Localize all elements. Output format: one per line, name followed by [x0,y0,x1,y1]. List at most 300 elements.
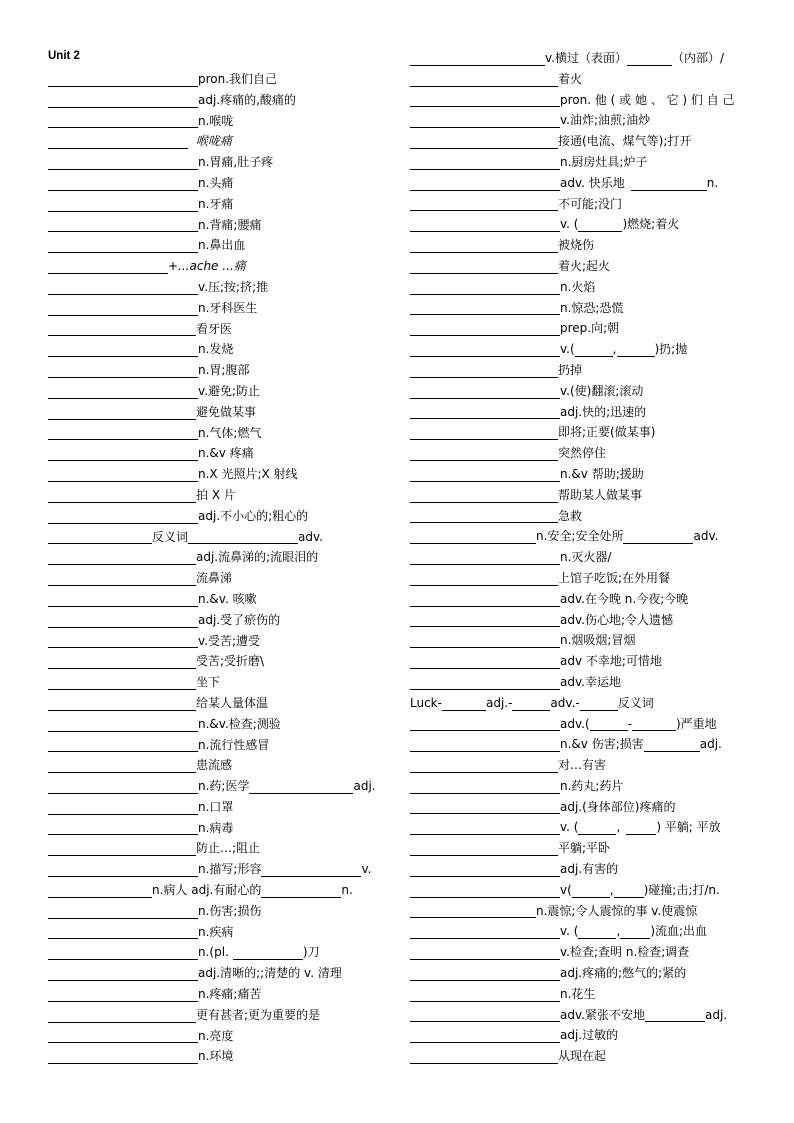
answer-blank[interactable] [572,882,610,898]
list-item [410,464,755,485]
item-label: 从现在起 [558,1049,607,1064]
item-label: adj.有害的 [560,862,619,877]
answer-blank[interactable] [410,902,536,918]
item-label: 着火;起火 [558,258,611,273]
answer-blank[interactable] [410,154,560,170]
list-item [48,755,393,776]
answer-blank[interactable] [233,944,303,960]
answer-blank[interactable] [48,1027,198,1043]
item-label: 对…有害 [558,758,607,773]
list-item [410,443,755,464]
answer-blank[interactable] [48,508,198,524]
item-label: n.震惊;令人震惊的事 v.使震惊 [536,903,698,918]
list-item [48,963,393,984]
answer-blank[interactable] [410,611,560,627]
item-label: adj.不小心的;粗心的 [198,508,309,523]
answer-blank[interactable] [410,91,560,107]
item-label: adj.清晰的;;清楚的 v. 清理 [198,966,342,981]
answer-blank[interactable] [410,674,560,690]
left-column [48,69,393,1067]
answer-blank[interactable] [48,320,196,336]
item-label: 患流感 [196,758,233,773]
list-item [410,776,755,797]
item-label: adv.紧张不安地 [560,1007,645,1022]
answer-blank[interactable] [48,1007,196,1023]
item-label: )流血;出血 [650,924,708,939]
answer-blank[interactable] [578,216,622,232]
item-label: pron.我们自己 [198,72,278,86]
answer-blank[interactable] [48,695,196,711]
answer-blank[interactable] [410,882,560,898]
item-label: 平躺;平卧 [558,841,611,856]
item-label: 喉咙痛 [196,134,233,149]
item-label: 避免做某事 [196,404,257,419]
answer-blank[interactable] [410,757,558,773]
list-item [48,339,393,360]
answer-blank[interactable] [410,778,560,794]
answer-blank[interactable] [410,549,560,565]
item-label: 接通(电流、煤气等);打开 [558,134,692,149]
answer-blank[interactable] [48,986,198,1002]
answer-blank[interactable] [590,715,628,731]
list-item [410,859,755,880]
answer-blank[interactable] [410,175,560,191]
item-label: )严重地 [675,716,717,731]
answer-blank[interactable] [48,279,198,295]
list-item [48,485,393,506]
item-label: adv.( [560,716,590,731]
answer-blank[interactable] [188,528,298,544]
answer-blank[interactable] [48,362,198,378]
list-item [410,817,755,838]
item-label: n.喉咙 [198,113,234,128]
answer-blank[interactable] [48,196,198,212]
item-label: 突然停住 [558,446,607,461]
answer-blank[interactable] [48,757,196,773]
list-item [48,714,393,735]
list-item [48,568,393,589]
answer-blank[interactable] [410,861,560,877]
answer-blank[interactable] [48,300,198,316]
item-label: 上馆子吃饭;在外用餐 [558,570,671,585]
list-item [410,485,755,506]
answer-blank[interactable] [410,944,560,960]
list-item [48,610,393,631]
list-item [48,735,393,756]
item-label: 帮助某人做某事 [558,487,643,502]
item-label: n. [341,883,353,898]
list-item [410,797,755,818]
answer-blank[interactable] [578,923,616,939]
item-label: n.&v. 咳嗽 [198,591,257,606]
item-label: +...ache ...痛 [168,259,246,274]
answer-blank[interactable] [410,736,560,752]
item-label: , [609,882,614,897]
item-label: n.胃痛,肚子疼 [198,155,274,170]
item-label: n.胃;腹部 [198,363,250,378]
answer-blank[interactable] [48,840,196,856]
item-label: n.烟吸烟;冒烟 [560,633,636,648]
item-label: 扔掉 [558,362,583,377]
item-label: n.花生 [560,986,596,1001]
list-item [48,880,393,901]
item-label: adv.幸运地 [560,674,621,689]
answer-blank[interactable] [575,341,613,357]
item-label: 拍 X 片 [196,487,236,502]
list-item [410,402,755,423]
item-label: adj. [353,779,376,794]
item-label: n.惊恐;恐慌 [560,300,624,315]
item-label: n.药丸;药片 [560,778,624,793]
item-label: n.气体;燃气 [198,425,262,440]
item-label: n.疾病 [198,924,234,939]
list-item [48,277,393,298]
list-item [48,527,393,548]
list-item [48,901,393,922]
list-item [410,610,755,631]
answer-blank[interactable] [410,320,560,336]
list-item [48,547,393,568]
list-item [410,131,755,152]
list-item [48,443,393,464]
answer-blank[interactable] [410,341,560,357]
answer-blank[interactable] [48,216,198,232]
answer-blank[interactable] [48,653,196,669]
item-label: v. ( [560,820,579,835]
answer-blank[interactable] [48,487,196,503]
item-label: 不可能;没门 [558,196,623,211]
answer-blank[interactable] [626,819,656,835]
answer-blank[interactable] [48,404,196,420]
item-label: n.X 光照片;X 射线 [198,467,298,482]
answer-blank[interactable] [48,549,196,565]
item-label: adj.疼痛的;憋气的;紧的 [560,966,687,981]
answer-blank[interactable] [48,466,198,482]
item-label: n.火焰 [560,279,596,294]
item-label: 即将;正要(做某事) [558,425,656,440]
answer-blank[interactable] [48,154,198,170]
answer-blank[interactable] [578,819,616,835]
answer-blank[interactable] [48,71,198,87]
list-item [410,693,755,714]
list-item [410,48,755,69]
item-label: 更有甚者;更为重要的是 [196,1007,321,1022]
list-item [48,693,393,714]
answer-blank[interactable] [410,986,560,1002]
answer-blank[interactable] [48,736,198,752]
answer-blank[interactable] [48,716,198,732]
item-label: adv.- [550,695,580,710]
answer-blank[interactable] [48,861,198,877]
list-item [410,298,755,319]
item-label: adv. 快乐地 [560,175,625,190]
item-label: n.口罩 [198,799,234,814]
answer-blank[interactable] [48,632,198,648]
item-label: adv 不幸地;可惜地 [560,654,662,669]
list-item [410,69,755,90]
item-label: v.横过（表面） [545,51,627,65]
item-label: （内部）/ [672,51,725,65]
item-label: , [616,924,621,939]
answer-blank[interactable] [48,570,196,586]
answer-blank[interactable] [410,71,558,87]
answer-blank[interactable] [632,715,676,731]
item-label: 着火 [558,71,583,86]
answer-blank[interactable] [410,570,558,586]
item-label: v.避免;防止 [198,383,261,398]
list-item [410,526,755,547]
answer-blank[interactable] [48,133,188,149]
answer-blank[interactable] [442,695,486,711]
answer-blank[interactable] [410,362,558,378]
item-label: n.牙痛 [198,196,234,211]
answer-blank[interactable] [410,112,560,128]
item-label: )扔;抛 [654,342,688,357]
item-label: n.环境 [198,1049,234,1064]
item-label: n.&v 疼痛 [198,446,254,461]
list-item [410,152,755,173]
list-item [48,111,393,132]
answer-blank[interactable] [631,175,707,191]
list-item [410,360,755,381]
item-label: n.亮度 [198,1028,234,1043]
answer-blank[interactable] [410,798,560,814]
item-label: adv. [693,529,719,544]
item-label: adj.- [485,695,513,710]
list-item [410,984,755,1005]
item-label: n.发烧 [198,342,234,357]
item-label: n.疼痛;痛苦 [198,987,262,1002]
answer-blank[interactable] [48,591,198,607]
item-label: n.流行性感冒 [198,737,270,752]
list-item [410,838,755,859]
answer-blank[interactable] [410,487,558,503]
list-item [48,942,393,963]
item-label: adv. [298,529,323,544]
answer-blank[interactable] [410,216,560,232]
list-item [410,1046,755,1067]
answer-blank[interactable] [48,944,198,960]
list-item [410,194,755,215]
answer-blank[interactable] [627,50,672,66]
list-item [48,776,393,797]
item-label: ) 平躺; 平放 [656,820,721,835]
answer-blank[interactable] [410,50,545,66]
answer-blank[interactable] [617,341,655,357]
item-label: 给某人量体温 [196,695,269,710]
answer-blank[interactable] [48,258,168,274]
item-label: n.安全;安全处所 [536,529,624,544]
answer-blank[interactable] [48,1048,198,1064]
item-label: n.&v 帮助;援助 [560,466,644,481]
item-label: v.检查;查明 n.检查;调查 [560,945,690,960]
answer-blank[interactable] [48,445,198,461]
list-item [48,984,393,1005]
answer-blank[interactable] [48,341,198,357]
list-item [410,942,755,963]
answer-blank[interactable] [410,965,560,981]
answer-blank[interactable] [410,195,558,211]
item-label: 被烧伤 [558,238,595,253]
answer-blank[interactable] [645,1006,705,1022]
answer-blank[interactable] [48,778,198,794]
answer-blank[interactable] [410,840,558,856]
list-item [48,464,393,485]
answer-blank[interactable] [580,695,618,711]
list-item [410,173,755,194]
list-item [410,277,755,298]
answer-blank[interactable] [620,923,650,939]
item-label: 流鼻涕 [196,571,233,586]
list-item [48,381,393,402]
list-item [48,402,393,423]
item-label: adv.伤心地;令人遗憾 [560,612,673,627]
answer-blank[interactable] [48,92,198,108]
list-item [48,215,393,236]
answer-blank[interactable] [48,674,196,690]
item-label: prep.向;朝 [560,321,620,336]
item-label: n.头痛 [198,175,234,190]
list-item [48,1046,393,1067]
list-item [48,818,393,839]
answer-blank[interactable] [410,1027,560,1043]
unit-title: Unit 2 [48,50,80,62]
list-item [410,422,755,443]
list-item [410,339,755,360]
answer-blank[interactable] [410,1048,558,1064]
list-item [410,318,755,339]
item-label: 受苦;受折磨\ [196,654,265,669]
answer-blank[interactable] [410,632,560,648]
answer-blank[interactable] [512,695,550,711]
answer-blank[interactable] [410,279,560,295]
list-item [48,672,393,693]
item-label: , [616,820,621,835]
answer-blank[interactable] [48,383,198,399]
item-label: v.(使)翻滚;滚动 [560,383,644,398]
item-label: adj. [704,1007,728,1022]
answer-blank[interactable] [48,923,198,939]
item-label: v. [361,862,372,877]
answer-blank[interactable] [48,112,198,128]
list-item [48,859,393,880]
list-item [48,838,393,859]
item-label: adj.(身体部位)疼痛的 [560,799,676,814]
item-label: n.牙科医生 [198,300,258,315]
item-label: n.描写;形容 [198,862,262,877]
item-label: n.鼻出血 [198,238,246,253]
item-label: n.背痛;腰痛 [198,217,262,232]
answer-blank[interactable] [48,819,198,835]
item-label: adj.疼痛的,酸痛的 [198,92,296,107]
item-label: adj.快的;迅速的 [560,404,647,419]
list-item [48,319,393,340]
list-item [48,922,393,943]
answer-blank[interactable] [261,861,361,877]
list-item [410,256,755,277]
answer-blank[interactable] [623,528,693,544]
answer-blank[interactable] [410,1006,560,1022]
list-item [410,589,755,610]
item-label: v.( [560,342,575,357]
answer-blank[interactable] [48,528,152,544]
answer-blank[interactable] [410,819,560,835]
answer-blank[interactable] [261,882,341,898]
answer-blank[interactable] [48,237,198,253]
list-item [48,90,393,111]
answer-blank[interactable] [48,612,198,628]
list-item [410,630,755,651]
answer-blank[interactable] [644,736,700,752]
answer-blank[interactable] [614,882,644,898]
item-label: v. ( [560,217,579,232]
answer-blank[interactable] [48,903,198,919]
item-label: 看牙医 [196,321,233,336]
answer-blank[interactable] [410,466,560,482]
list-item [410,506,755,527]
answer-blank[interactable] [410,923,560,939]
item-label: Luck- [410,695,442,710]
answer-blank[interactable] [410,133,558,149]
item-label: )刀 [302,945,320,960]
answer-blank[interactable] [410,591,560,607]
list-item [410,755,755,776]
answer-blank[interactable] [410,528,536,544]
answer-blank[interactable] [410,299,560,315]
list-item [410,880,755,901]
answer-blank[interactable] [48,799,198,815]
item-label: n.&v.检查;测验 [198,716,281,731]
answer-blank[interactable] [410,383,560,399]
list-item [410,110,755,131]
answer-blank[interactable] [410,653,560,669]
item-label: 防止…;阻止 [196,841,261,856]
answer-blank[interactable] [410,445,558,461]
answer-blank[interactable] [48,965,198,981]
list-item [48,506,393,527]
item-label: n.药;医学 [198,779,250,794]
item-label: n.病人 adj.有耐心的 [152,883,262,898]
list-item [410,235,755,256]
item-label: v.油炸;油煎;油炒 [560,113,651,128]
answer-blank[interactable] [48,424,198,440]
answer-blank[interactable] [410,403,560,419]
item-label: n.&v 伤害;损害 [560,737,644,752]
list-item [410,381,755,402]
answer-blank[interactable] [410,258,558,274]
answer-blank[interactable] [48,175,198,191]
list-item [410,1025,755,1046]
list-item [48,1026,393,1047]
item-label: , [612,342,617,357]
list-item [48,235,393,256]
list-item [410,901,755,922]
list-item [410,547,755,568]
list-item [410,568,755,589]
item-label: n. [706,175,719,190]
item-label: n.灭火器/ [560,550,612,565]
list-item [48,423,393,444]
list-item [48,589,393,610]
answer-blank[interactable] [410,237,558,253]
answer-blank[interactable] [249,778,353,794]
answer-blank[interactable] [48,882,152,898]
item-label: v. ( [560,924,579,939]
answer-blank[interactable] [410,424,558,440]
list-item [410,672,755,693]
answer-blank[interactable] [410,715,560,731]
answer-blank[interactable] [410,507,558,523]
